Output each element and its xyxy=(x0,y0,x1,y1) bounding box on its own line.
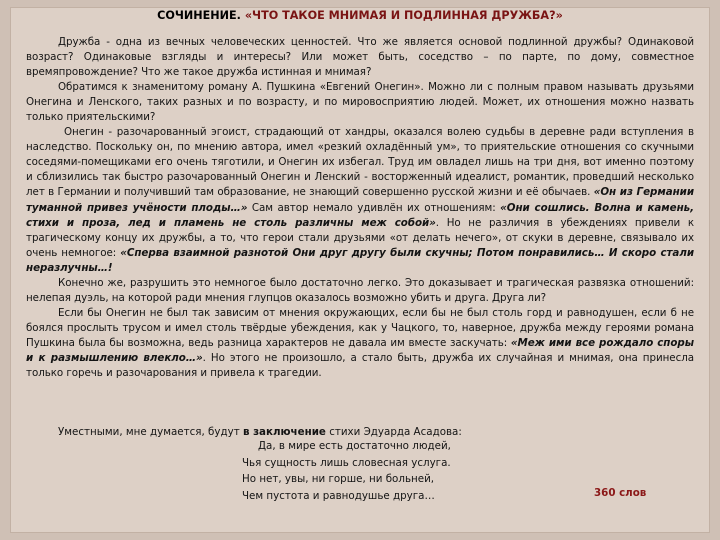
quote-germany: «Он из Германии туманной привез учёности плоды…» xyxy=(26,186,694,214)
essay-body xyxy=(26,35,694,381)
poem-line-3: Но нет, увы, ни горше, ни больней, xyxy=(242,473,435,485)
title-main: «ЧТО ТАКОЕ МНИМАЯ И ПОДЛИННАЯ ДРУЖБА?» xyxy=(244,9,563,22)
paragraph-2: Обратимся к знаменитому роману А. Пушкина «Евгений Онегин». Можно ли с полным правом называть друзьями Онегина и Ленского, таких разных и по возрасту, и по мировосприятию людей. Может, их отношения можно назвать только приятельскими? xyxy=(26,81,694,124)
quote-arguments: «Меж ими все рождало споры и к размышлению влекло…» xyxy=(26,336,694,364)
paragraph-3-text-c: . Но не различия в убеждениях привели к трагическому концу их дружбы, а то, что герои стали друзьями «от делать нечего», от скуки в деревне, связывало их очень немногое: xyxy=(26,216,694,259)
poem-line-4: Чем пустота и равнодушье друга… xyxy=(242,489,435,502)
poem xyxy=(242,438,451,504)
word-count: 360 слов xyxy=(594,487,647,499)
title-prefix: СОЧИНЕНИЕ. xyxy=(157,9,245,22)
paragraph-5-text-a: Если бы Онегин не был так зависим от мнения окружающих, если бы не был столь горд и равнодушен, если б не боялся прослыть трусом и имел столь твёрдые убеждения, как у Чацкого, то, наверное, дружба между героями романа Пушкина была бы возможна, ведь разница характеров не давала им вместе заскучать: xyxy=(26,306,694,349)
paragraph-3 xyxy=(26,125,694,275)
poem-line-1: Да, в мире есть достаточно людей, xyxy=(258,440,451,452)
paragraph-3-text-a: Онегин - разочарованный эгоист, страдающий от хандры, оказался волею судьбы в деревне ради вступления в наследство. Поскольку он, по мнению автора, имел «резкий охладённый ум», то приятельские отношения со скучными соседями-помещиками его очень тяготили, и Онегин их избегал. Труд им овладел лишь на три дня, вот именно поэтому и сблизились так быстро разочарованный Онегин и Ленский - восторженный идеалист, романтик, проведший несколько лет в Германии и получивший там образование, не знающий совершенно русской жизни и её обычаев. xyxy=(26,126,694,199)
paragraph-5 xyxy=(26,306,694,381)
quote-bored-together: «Сперва взаимной разнотой Они друг другу были скучны; Потом понравились… И скоро стали неразлучны…! xyxy=(26,246,694,274)
paragraph-4: Конечно же, разрушить это немногое было достаточно легко. Это доказывает и трагическая развязка отношений: нелепая дуэль, на которой ради мнения глупцов оказалось возможно убить и друга. Друга ли? xyxy=(26,276,694,304)
conclusion-intro-c: стихи Эдуарда Асадова: xyxy=(325,426,462,438)
poem-line-2: Чья сущность лишь словесная услуга. xyxy=(242,456,451,469)
page-title xyxy=(0,9,720,22)
quote-wave-and-stone: «Они сошлись. Волна и камень, стихи и проза, лед и пламень не столь различны меж собой» xyxy=(26,201,694,229)
paragraph-5-text-b: . Но этого не произошло, а стало быть, дружба их случайная и мнимая, она принесла только горечь и разочарования и привела к трагедии. xyxy=(26,351,694,380)
conclusion-intro-bold: в заключение xyxy=(242,426,326,438)
paragraph-3-text-b: Сам автор немало удивлён их отношениям: xyxy=(247,201,501,214)
conclusion-intro-a: Уместными, мне думается, будут xyxy=(58,426,243,438)
paragraph-1: Дружба - одна из вечных человеческих ценностей. Что же является основой подлинной дружбы? Одинаковой возраст? Одинаковые взгляды и интересы? Или может быть, соседство – по парте, по дому, совместное времяпровождение? Что же такое дружба истинная и мнимая? xyxy=(26,36,694,79)
